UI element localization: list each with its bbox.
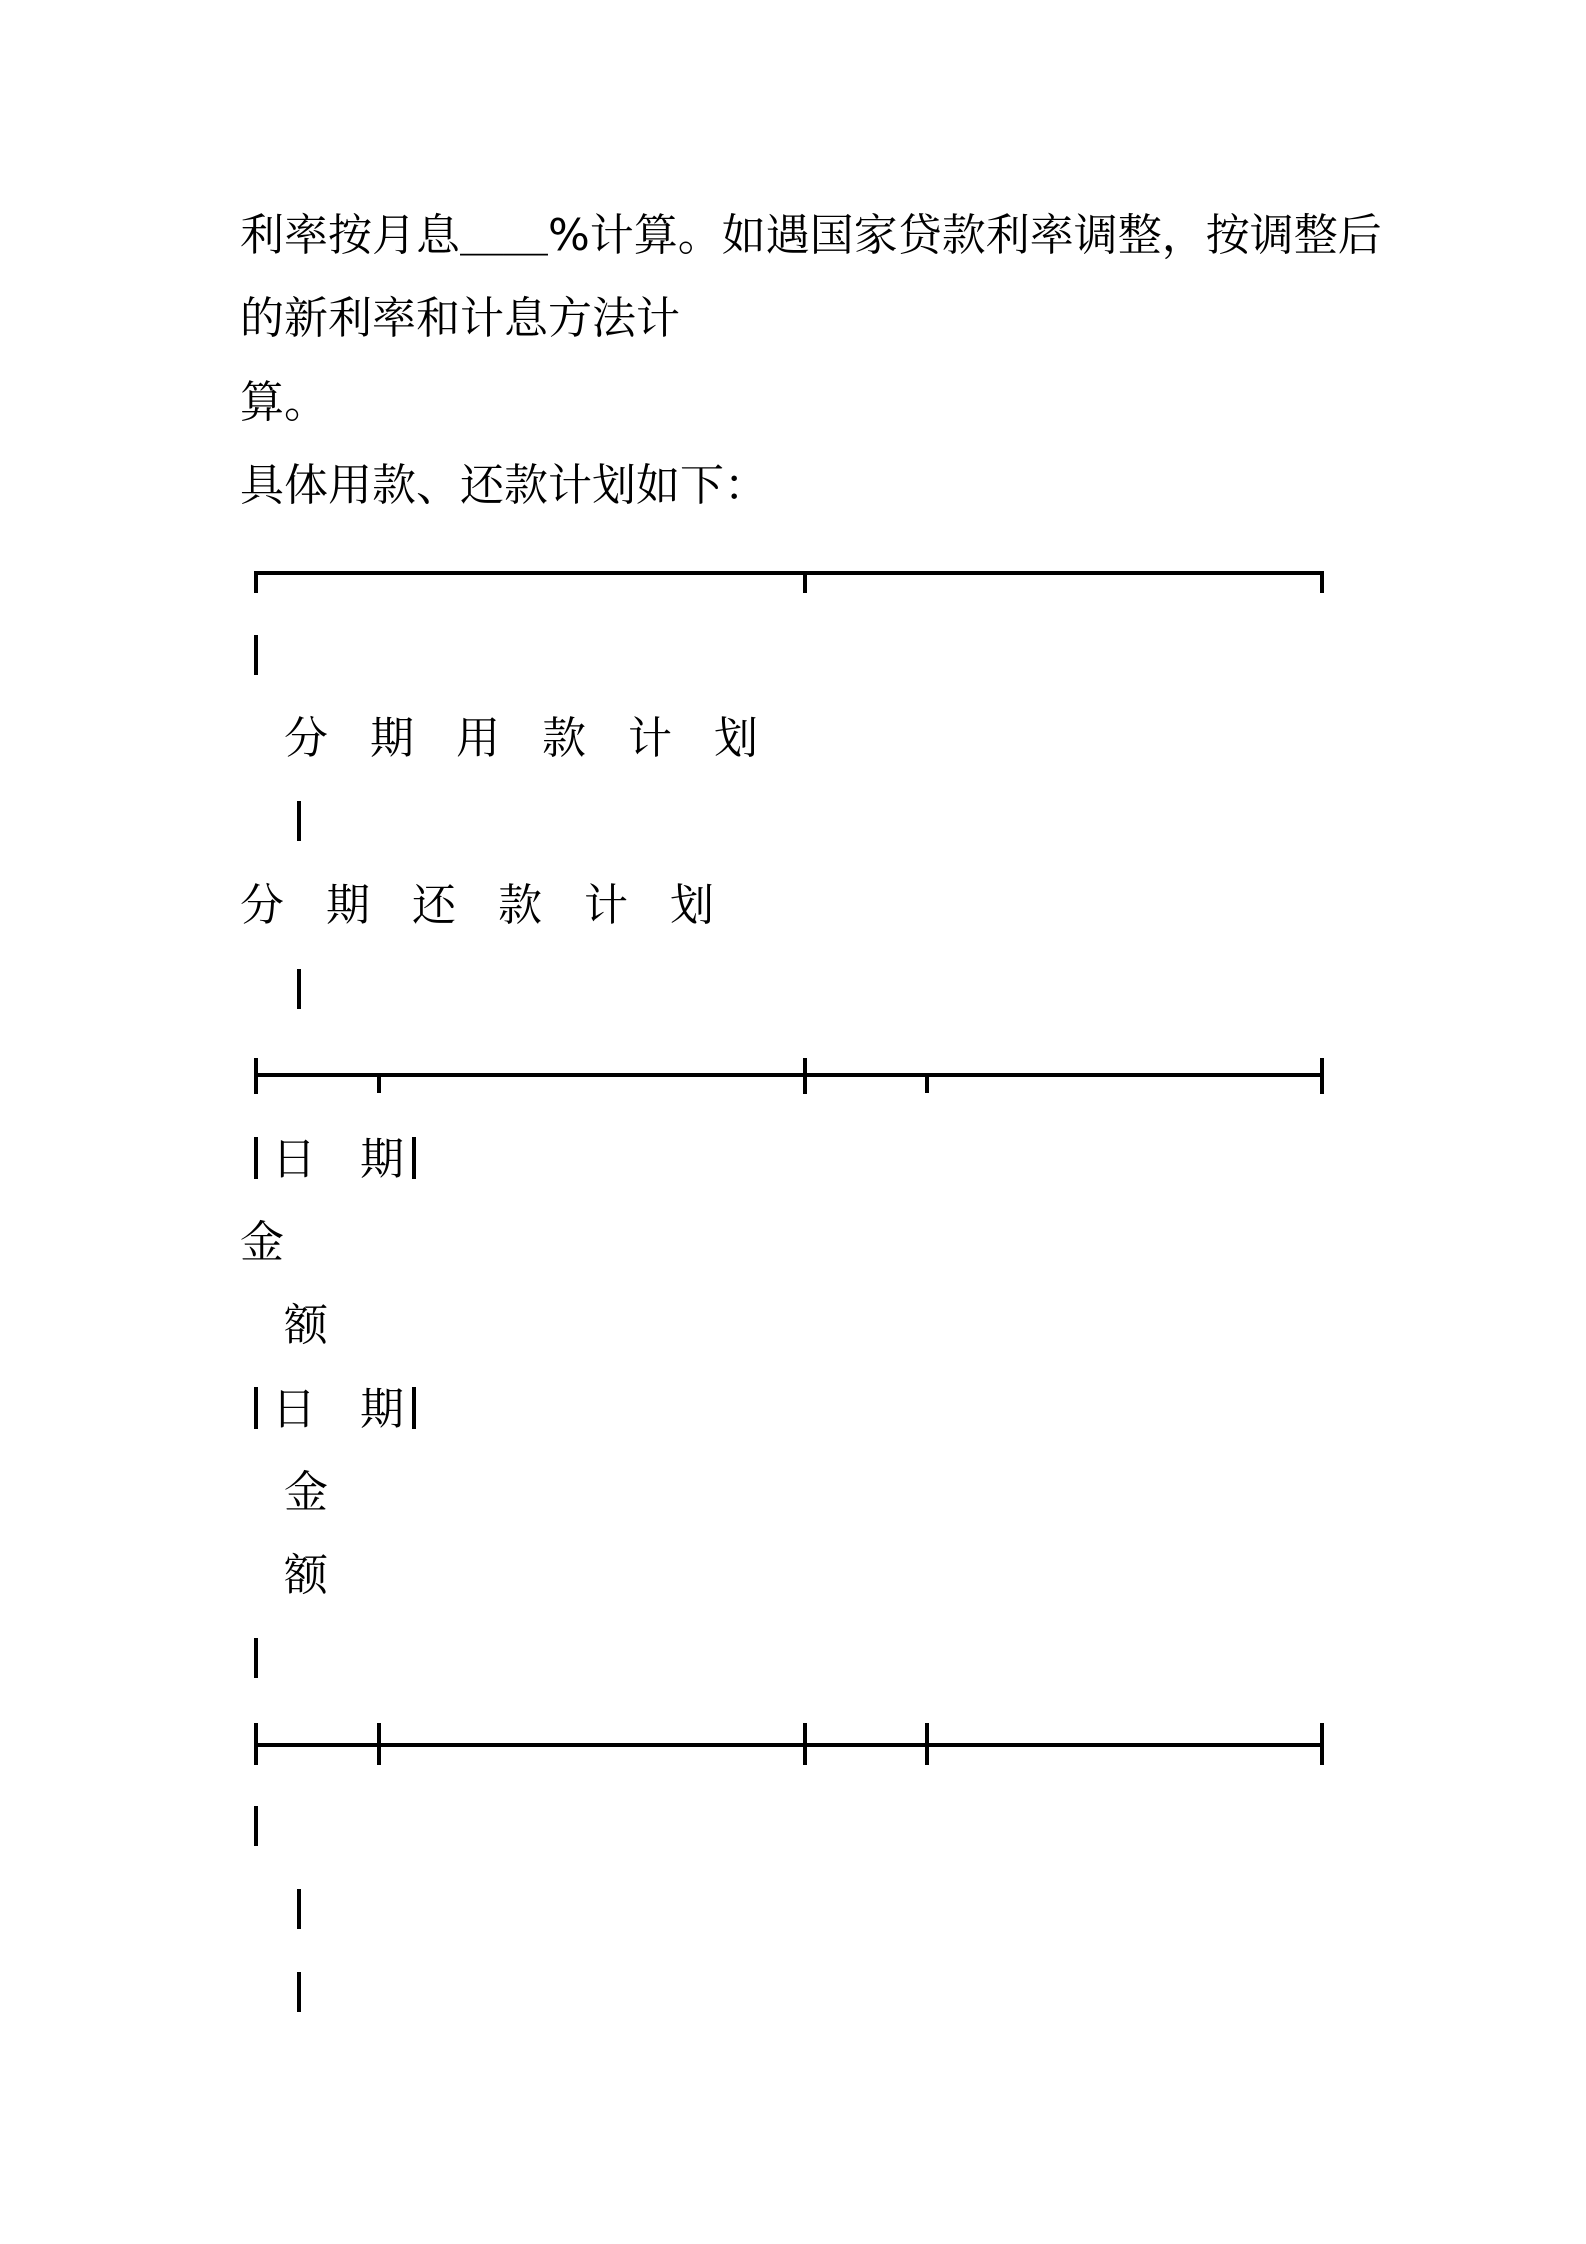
amount-label: 金: [240, 1217, 284, 1268]
table-inner-bar: [297, 801, 301, 841]
paragraph-line-1: 利率按月息＿＿%计算。如遇国家贷款利率调整，按调整后: [240, 210, 1382, 261]
date-label: 日 期: [272, 1134, 404, 1185]
cell-bar: [297, 1889, 301, 1929]
cell-bar: [297, 1972, 301, 2012]
header-repay-plan: 分期还款计划: [240, 880, 756, 931]
amount-label: 额: [284, 1300, 328, 1351]
amount-label: 金: [284, 1467, 328, 1518]
cell-bar: [412, 1137, 416, 1179]
paragraph-line-2: 的新利率和计息方法计: [240, 293, 680, 344]
cell-bar: [412, 1387, 416, 1429]
date-label: 日 期: [272, 1384, 404, 1435]
paragraph-line-3: 算。: [240, 377, 328, 428]
amount-label: 额: [284, 1550, 328, 1601]
cell-bar: [254, 1137, 258, 1179]
cell-bar: [254, 1638, 258, 1678]
cell-bar: [254, 1806, 258, 1846]
cell-bar: [254, 1387, 258, 1429]
table-inner-bar: [297, 969, 301, 1009]
table-left-bar: [254, 635, 258, 675]
intro-line: 具体用款、还款计划如下：: [240, 460, 768, 511]
header-draw-plan: 分期用款计划: [284, 713, 800, 764]
